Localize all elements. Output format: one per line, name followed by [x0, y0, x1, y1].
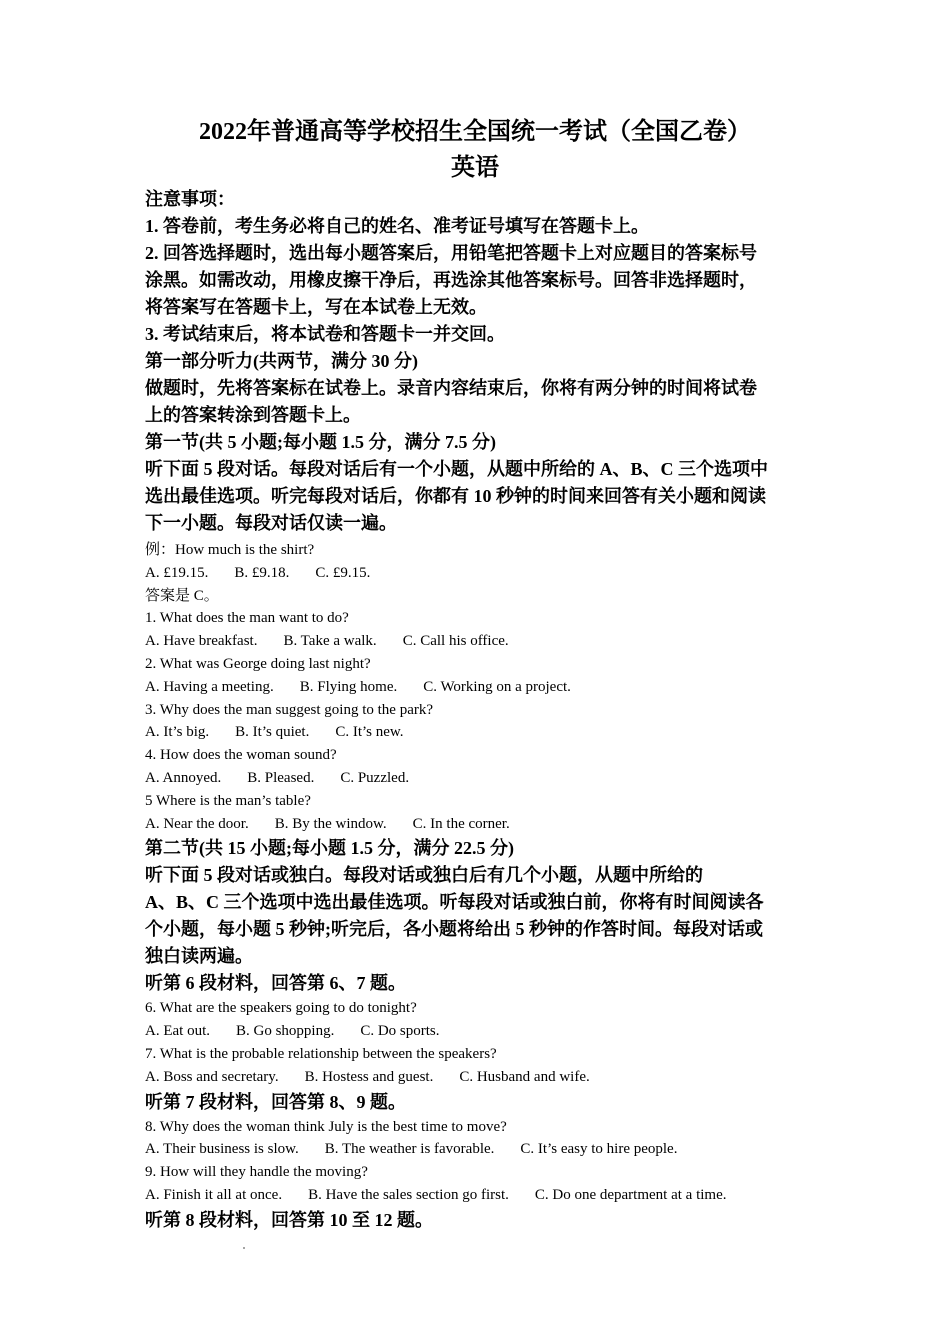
option: C. £9.15.: [315, 564, 371, 581]
exam-content: [145, 186, 825, 1234]
option: B. The weather is favorable.: [324, 1141, 495, 1158]
section1-heading: 第一节(共 5 小题;每小题 1.5 分，满分 7.5 分): [145, 432, 496, 452]
question-2: 2. What was George doing last night?: [145, 655, 371, 672]
question-5: 5 Where is the man’s table?: [145, 792, 311, 809]
question-7-options: [145, 1066, 825, 1089]
part1-intro-line-2: 上的答案转涂到答题卡上。: [145, 405, 361, 425]
option: A. It’s big.: [145, 724, 210, 741]
example-answer: 答案是 C。: [145, 587, 219, 604]
question-3-options: [145, 721, 825, 744]
option: B. £9.18.: [234, 564, 290, 581]
option: C. Puzzled.: [340, 769, 410, 786]
option: A. Their business is slow.: [145, 1141, 299, 1158]
option: C. Do one department at a time.: [534, 1186, 727, 1203]
option: B. Pleased.: [247, 769, 315, 786]
option: A. Have breakfast.: [145, 633, 258, 650]
question-6: 6. What are the speakers going to do tonight?: [145, 1000, 417, 1017]
option: B. By the window.: [274, 815, 387, 832]
option: C. Do sports.: [360, 1023, 440, 1040]
stray-mark: [243, 1247, 245, 1249]
option: B. Flying home.: [299, 678, 398, 695]
notice-item-3: 3. 考试结束后，将本试卷和答题卡一并交回。: [145, 324, 505, 344]
section2-instructions-line-4: 独白读两遍。: [145, 946, 253, 967]
section2-instructions-line-3: 个小题，每小题 5 秒钟;听完后，各小题将给出 5 秒钟的作答时间。每段对话或: [145, 919, 763, 940]
question-4-options: [145, 767, 825, 790]
option: C. Working on a project.: [423, 678, 571, 695]
section1-instructions-line-3: 下一小题。每段对话仅读一遍。: [145, 513, 397, 533]
option: A. £19.15.: [145, 564, 209, 581]
section1-instructions-line-2: 选出最佳选项。听完每段对话后，你都有 10 秒钟的时间来回答有关小题和阅读: [145, 486, 766, 506]
option: B. It’s quiet.: [235, 724, 310, 741]
exam-title: 2022年普通高等学校招生全国统一考试（全国乙卷）: [199, 119, 751, 145]
option: C. Call his office.: [402, 633, 509, 650]
question-3: 3. Why does the man suggest going to the park?: [145, 701, 434, 718]
option: A. Boss and secretary.: [145, 1068, 279, 1085]
option: A. Finish it all at once.: [145, 1186, 283, 1203]
subject-title: 英语: [451, 155, 499, 181]
part1-intro-line-1: 做题时，先将答案标在试卷上。录音内容结束后，你将有两分钟的时间将试卷: [145, 378, 757, 398]
section1-instructions-line-1: 听下面 5 段对话。每段对话后有一个小题，从题中所给的 A、B、C 三个选项中: [145, 459, 769, 479]
section2-heading: 第二节(共 15 小题;每小题 1.5 分，满分 22.5 分): [145, 838, 514, 859]
part1-heading: 第一部分听力(共两节，满分 30 分): [145, 351, 418, 371]
notice-item-1: 1. 答卷前，考生务必将自己的姓名、准考证号填写在答题卡上。: [145, 216, 649, 236]
group-6-heading: 听第 6 段材料，回答第 6、7 题。: [145, 973, 406, 994]
question-6-options: [145, 1020, 825, 1043]
option: A. Eat out.: [145, 1023, 210, 1040]
option: B. Take a walk.: [283, 633, 377, 650]
option: A. Annoyed.: [145, 769, 222, 786]
question-2-options: [145, 676, 825, 699]
option: C. Husband and wife.: [459, 1068, 590, 1085]
option: B. Hostess and guest.: [304, 1068, 434, 1085]
question-8-options: [145, 1138, 825, 1161]
question-5-options: [145, 813, 825, 836]
example-options: [145, 562, 825, 585]
notice-item-2-line-3: 将答案写在答题卡上，写在本试卷上无效。: [145, 297, 487, 317]
option: B. Go shopping.: [236, 1023, 335, 1040]
option: A. Near the door.: [145, 815, 249, 832]
option: C. In the corner.: [412, 815, 510, 832]
option: C. It’s easy to hire people.: [520, 1141, 678, 1158]
question-1-options: [145, 630, 825, 653]
question-9-options: [145, 1184, 825, 1207]
option: B. Have the sales section go first.: [308, 1186, 509, 1203]
question-7: 7. What is the probable relationship between the speakers?: [145, 1045, 497, 1062]
question-9: 9. How will they handle the moving?: [145, 1164, 368, 1181]
section2-instructions-line-1: 听下面 5 段对话或独白。每段对话或独白后有几个小题，从题中所给的: [145, 865, 703, 886]
notice-item-2-line-1: 2. 回答选择题时，选出每小题答案后，用铅笔把答题卡上对应题目的答案标号: [145, 243, 757, 263]
notice-item-2-line-2: 涂黑。如需改动，用橡皮擦干净后，再选涂其他答案标号。回答非选择题时，: [145, 270, 757, 290]
example-question: 例：How much is the shirt?: [145, 542, 315, 558]
question-4: 4. How does the woman sound?: [145, 747, 337, 764]
question-1: 1. What does the man want to do?: [145, 610, 349, 627]
question-8: 8. Why does the woman think July is the best time to move?: [145, 1118, 507, 1135]
option: C. It’s new.: [335, 724, 404, 741]
group-7-heading: 听第 7 段材料，回答第 8、9 题。: [145, 1091, 406, 1112]
option: A. Having a meeting.: [145, 678, 274, 695]
group-8-heading: 听第 8 段材料，回答第 10 至 12 题。: [145, 1209, 433, 1230]
section2-instructions-line-2: A、B、C 三个选项中选出最佳选项。听每段对话或独白前，你将有时间阅读各: [145, 892, 764, 913]
notice-heading: 注意事项：: [145, 189, 235, 209]
